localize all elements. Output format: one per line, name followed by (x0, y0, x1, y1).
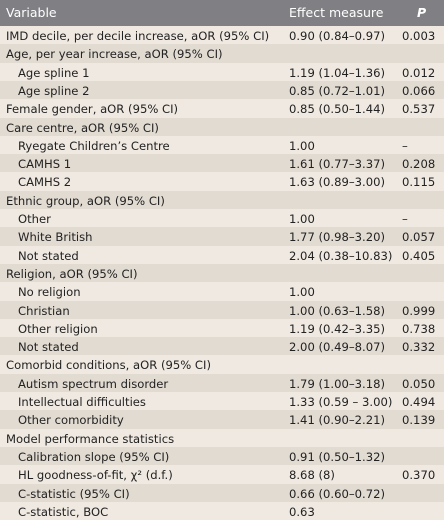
row-label: Calibration slope (95% CI) (18, 449, 170, 464)
table-row (0, 502, 444, 520)
row-effect: 0.63 (289, 504, 315, 519)
row-p-value: 0.066 (402, 83, 436, 98)
row-label: Age spline 1 (18, 65, 90, 80)
row-effect: 1.77 (0.98–3.20) (289, 230, 385, 245)
row-p-value: 0.738 (402, 321, 436, 336)
row-label: Autism spectrum disorder (18, 376, 169, 391)
table-row (0, 154, 444, 172)
table-row (0, 374, 444, 392)
table-row (0, 282, 444, 300)
row-p-value: 0.999 (402, 303, 436, 318)
row-effect: 1.00 (289, 138, 315, 153)
row-p-value: 0.370 (402, 468, 436, 483)
row-label: CAMHS 2 (18, 175, 72, 190)
table-row (0, 447, 444, 465)
row-label: C-statistic (95% CI) (18, 486, 130, 501)
row-effect: 1.00 (289, 212, 315, 226)
row-effect: 1.79 (1.00–3.18) (289, 376, 385, 391)
table-row (0, 118, 444, 136)
row-label: Other religion (18, 321, 98, 336)
row-label: Ryegate Children’s Centre (18, 138, 170, 153)
row-p-value: – (402, 138, 408, 153)
row-effect: 1.19 (1.04–1.36) (289, 65, 385, 80)
row-label: White British (18, 230, 93, 245)
header-p-value: P (417, 5, 427, 20)
row-label: C-statistic, BOC (18, 504, 109, 519)
row-label: Care centre, aOR (95% CI) (6, 120, 159, 135)
row-p-value: 0.494 (402, 395, 436, 409)
row-effect: 0.66 (0.60–0.72) (289, 486, 385, 501)
table-row (0, 392, 444, 410)
row-effect: 1.41 (0.90–2.21) (289, 413, 385, 428)
row-p-value: 0.208 (402, 157, 436, 172)
row-label: HL goodness-of-fit, χ² (d.f.) (18, 468, 173, 483)
row-label: Age, per year increase, aOR (95% CI) (6, 47, 223, 62)
table-row (0, 410, 444, 428)
table-row (0, 44, 444, 62)
row-effect: 1.61 (0.77–3.37) (289, 157, 385, 172)
row-effect: 2.00 (0.49–8.07) (289, 340, 385, 355)
row-label: No religion (18, 285, 81, 300)
table-row (0, 429, 444, 447)
row-p-value: 0.332 (402, 340, 436, 355)
row-p-value: 0.115 (402, 175, 436, 190)
row-label: Other (18, 212, 51, 226)
row-label: Comorbid conditions, aOR (95% CI) (6, 358, 211, 373)
row-label: CAMHS 1 (18, 157, 72, 172)
table-row (0, 264, 444, 282)
table-row (0, 81, 444, 99)
header-variable: Variable (6, 5, 57, 20)
table-row (0, 191, 444, 209)
row-label: Intellectual difficulties (18, 395, 146, 409)
row-effect: 0.90 (0.84–0.97) (289, 29, 385, 43)
row-label: Christian (18, 303, 70, 318)
row-p-value: 0.405 (402, 248, 436, 263)
row-effect: 1.00 (0.63–1.58) (289, 303, 385, 318)
row-p-value: – (402, 212, 408, 226)
table-row (0, 172, 444, 190)
table-row (0, 227, 444, 245)
row-label: Not stated (18, 340, 79, 355)
row-p-value: 0.057 (402, 230, 436, 245)
row-label: Age spline 2 (18, 83, 90, 98)
row-label: Ethnic group, aOR (95% CI) (6, 193, 165, 208)
row-label: Female gender, aOR (95% CI) (6, 102, 179, 117)
row-effect: 0.91 (0.50–1.32) (289, 449, 385, 464)
table-row (0, 301, 444, 319)
table-row (0, 99, 444, 117)
row-label: Religion, aOR (95% CI) (6, 266, 138, 281)
row-p-value: 0.050 (402, 376, 436, 391)
row-effect: 8.68 (8) (289, 468, 335, 483)
row-label: Other comorbidity (18, 413, 124, 428)
table-row (0, 337, 444, 355)
table-row (0, 484, 444, 502)
header-effect-measure: Effect measure (289, 5, 384, 20)
row-label: IMD decile, per decile increase, aOR (95% CI) (6, 29, 270, 43)
table-row (0, 136, 444, 154)
row-effect: 2.04 (0.38–10.83) (289, 248, 393, 263)
table-row (0, 465, 444, 483)
row-effect: 1.19 (0.42–3.35) (289, 321, 385, 336)
row-p-value: 0.139 (402, 413, 436, 428)
row-label: Not stated (18, 248, 79, 263)
table-row (0, 246, 444, 264)
row-p-value: 0.012 (402, 65, 436, 80)
table-row (0, 26, 444, 44)
row-effect: 1.63 (0.89–3.00) (289, 175, 385, 190)
table-row (0, 355, 444, 373)
row-p-value: 0.003 (402, 29, 436, 43)
row-p-value: 0.537 (402, 102, 436, 117)
row-effect: 1.00 (289, 285, 315, 300)
table-row (0, 209, 444, 227)
row-effect: 1.33 (0.59 – 3.00) (289, 395, 393, 409)
table-row (0, 63, 444, 81)
row-effect: 0.85 (0.50–1.44) (289, 102, 385, 117)
table-header (0, 0, 444, 26)
table-row (0, 319, 444, 337)
row-effect: 0.85 (0.72–1.01) (289, 83, 385, 98)
row-label: Model performance statistics (6, 431, 175, 446)
